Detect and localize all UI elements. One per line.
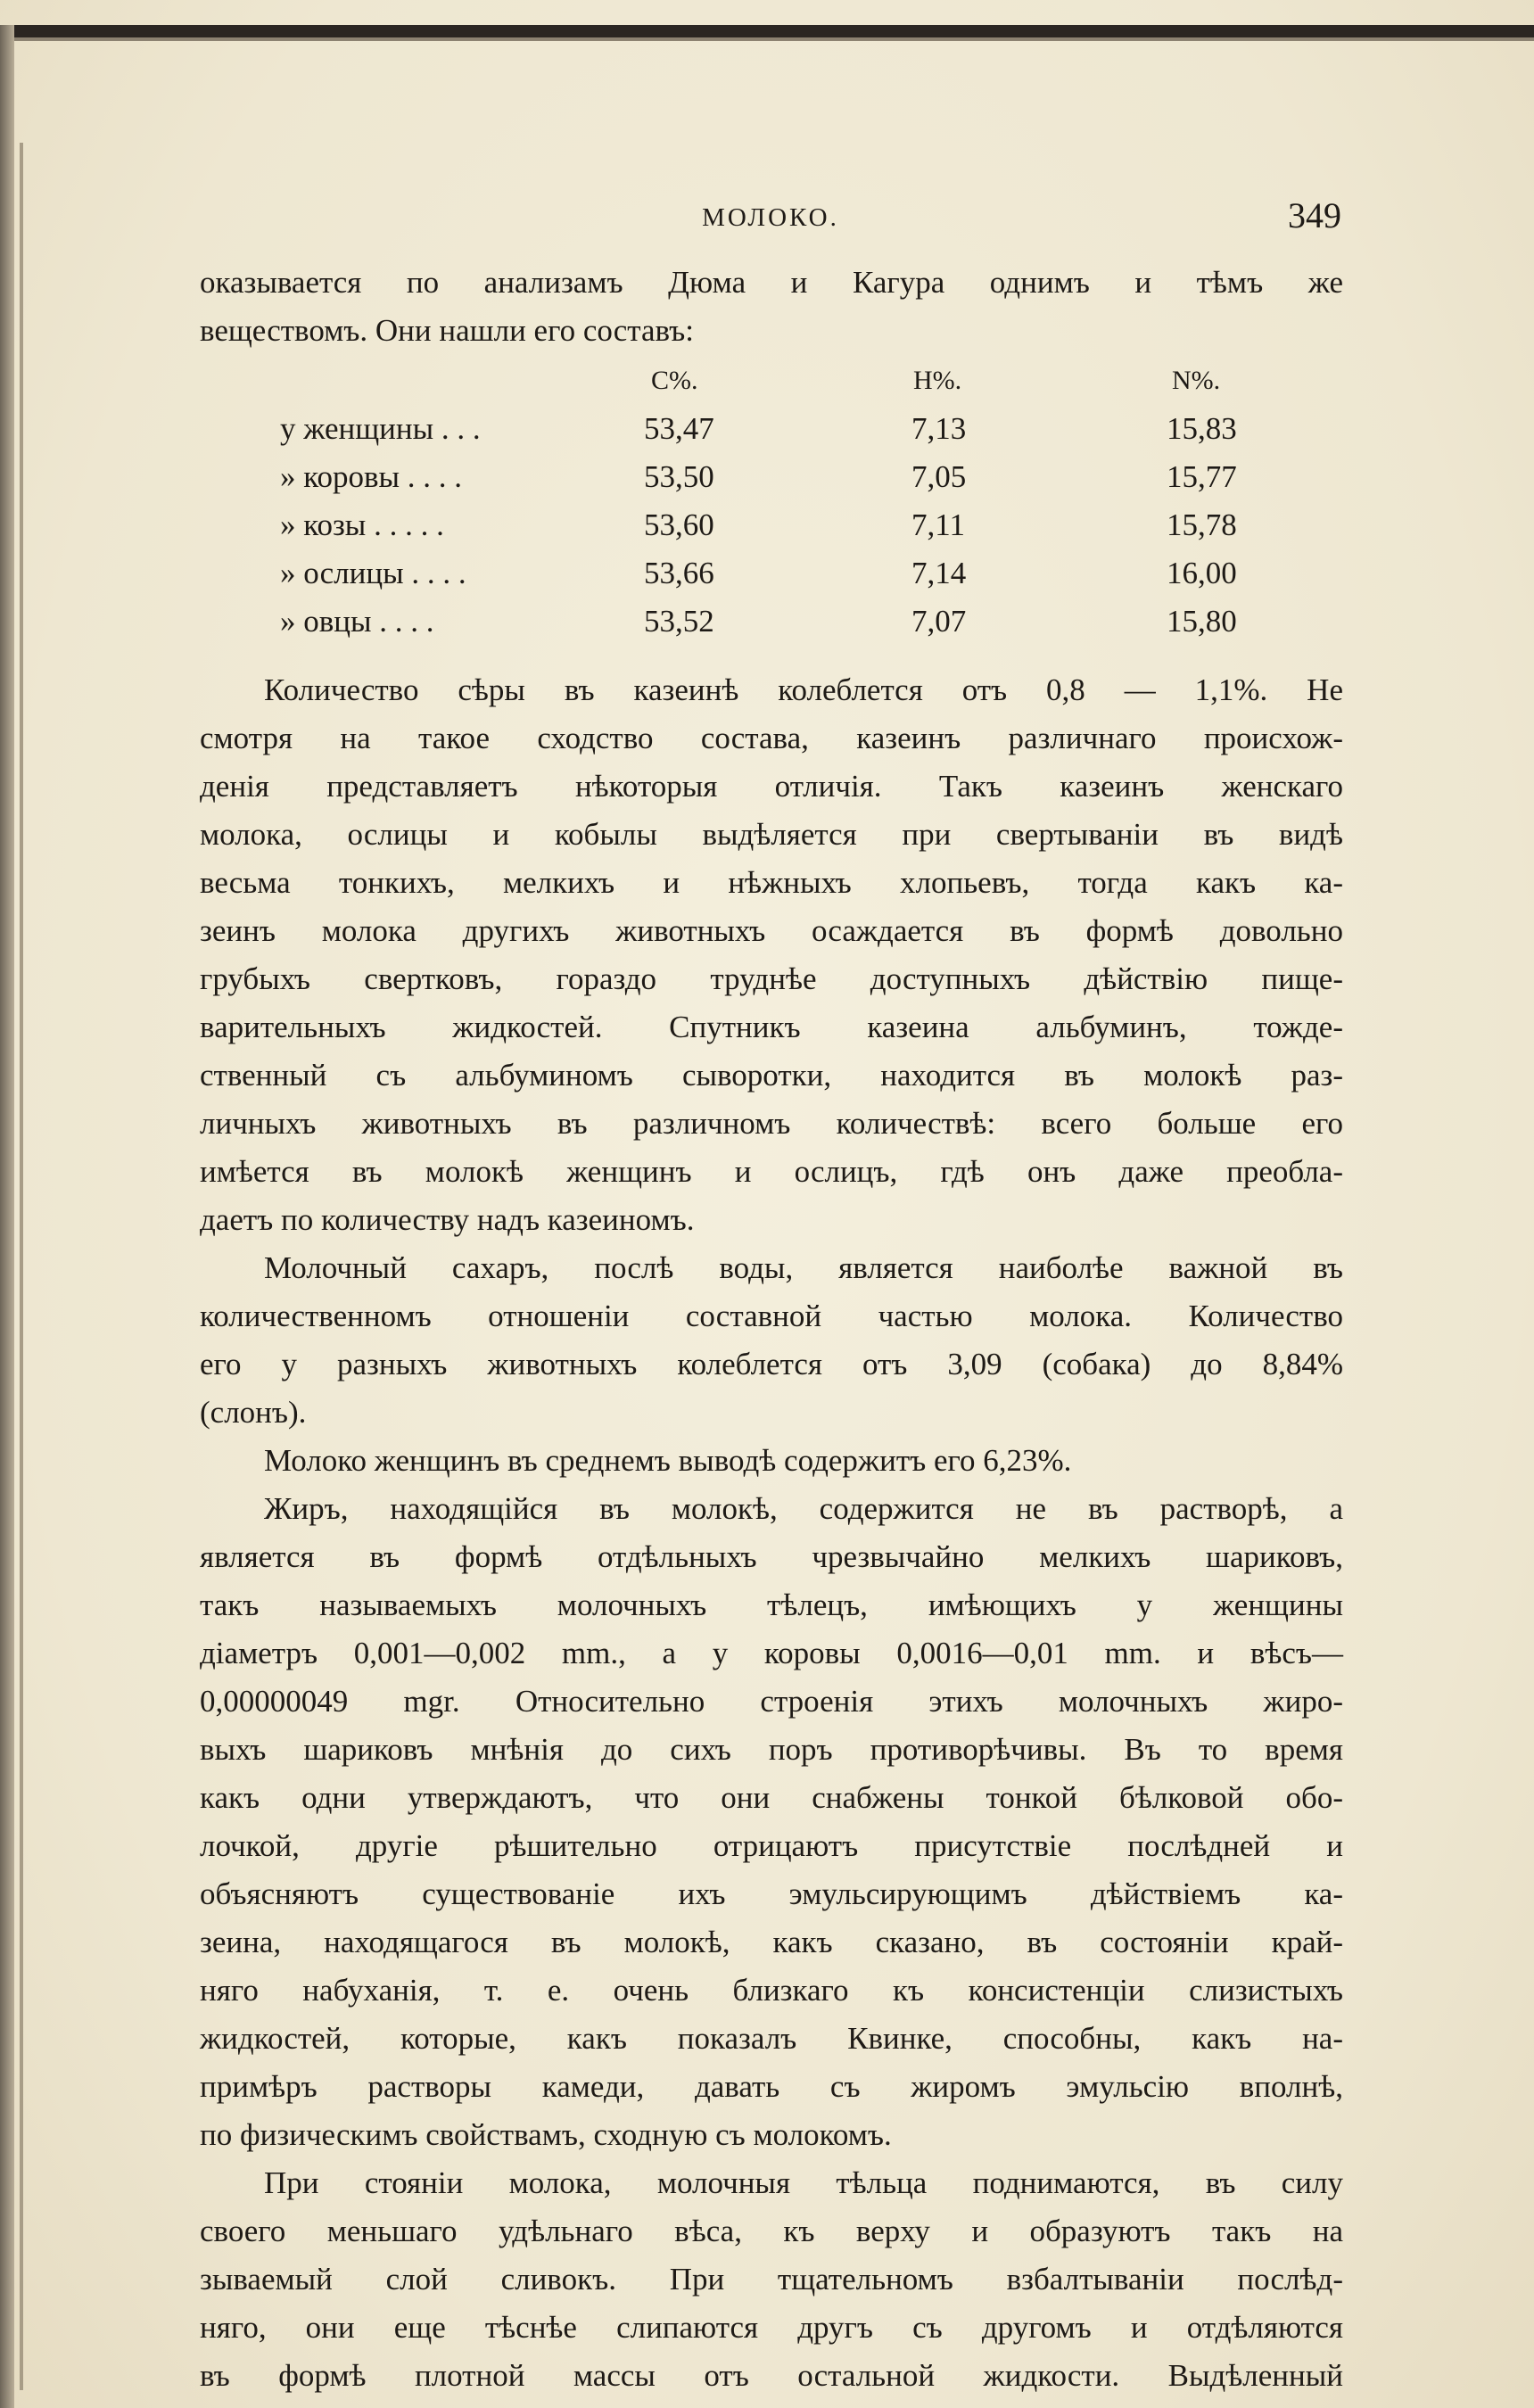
intro-paragraph [200, 259, 1343, 355]
scan-left-margin-line [20, 143, 23, 2390]
text-line: лочкой, другіе рѣшительно отрицаютъ присутствіе послѣдней и [200, 1828, 1343, 1863]
carbon-value: 53,50 [644, 459, 714, 494]
hydrogen-value: 7,05 [911, 459, 967, 494]
table-row [200, 453, 1270, 501]
table-row [200, 405, 1270, 453]
nitrogen-value: 15,78 [1167, 507, 1237, 542]
text-line: (слонъ). [200, 1395, 307, 1430]
hydrogen-value: 7,07 [911, 604, 967, 639]
table-row [200, 501, 1270, 549]
text-line: Количество сѣры въ казеинѣ колеблется отъ 0,8 — 1,1%. Не [264, 672, 1343, 707]
page-number: 349 [1288, 195, 1341, 235]
carbon-value: 53,60 [644, 507, 714, 542]
text-line: няго набуханія, т. е. очень близкаго къ консистенціи слизистыхъ [200, 1973, 1343, 2008]
scan-left-edge [0, 25, 14, 2408]
scan-top-edge [0, 25, 1534, 37]
text-line: имѣется въ молокѣ женщинъ и ослицъ, гдѣ онъ даже преобла- [200, 1154, 1343, 1189]
column-header-carbon: C%. [651, 366, 698, 395]
text-line: количественномъ отношеніи составной частью молока. Количество [200, 1299, 1343, 1333]
text-line: примѣръ растворы камеди, давать съ жиромъ эмульсію вполнѣ, [200, 2069, 1343, 2104]
text-line: его у разныхъ животныхъ колеблется отъ 3,09 (собака) до 8,84% [200, 1347, 1343, 1381]
text-line: въ формѣ плотной массы отъ остальной жидкости. Выдѣленный [200, 2358, 1343, 2393]
scan-top-edge-shadow [0, 37, 1534, 41]
table-row [200, 598, 1270, 646]
text-line: зываемый слой сливокъ. При тщательномъ взбалтываніи послѣд- [200, 2262, 1343, 2297]
text-line: зеина, находящагося въ молокѣ, какъ сказано, въ состояніи край- [200, 1925, 1343, 1959]
text-line: смотря на такое сходство состава, казеинъ различнаго происхож- [200, 721, 1343, 755]
text-line: объясняютъ существованіе ихъ эмульсирующимъ дѣйствіемъ ка- [200, 1876, 1343, 1911]
table-row [200, 549, 1270, 598]
text-line: Молоко женщинъ въ среднемъ выводѣ содержитъ его 6,23%. [264, 1443, 1072, 1478]
text-line: оказывается по анализамъ Дюма и Кагура однимъ и тѣмъ же [200, 265, 1343, 300]
nitrogen-value: 15,80 [1167, 604, 1237, 639]
body-text [200, 666, 1343, 2400]
hydrogen-value: 7,11 [911, 507, 965, 542]
animal-label: » овцы . . . . [280, 604, 434, 639]
animal-label: у женщины . . . [280, 411, 481, 446]
text-line: весьма тонкихъ, мелкихъ и нѣжныхъ хлопьевъ, тогда какъ ка- [200, 865, 1343, 900]
text-line: грубыхъ свертковъ, гораздо труднѣе доступныхъ дѣйствію пище- [200, 961, 1343, 996]
nitrogen-value: 15,83 [1167, 411, 1237, 446]
animal-label: » ослицы . . . . [280, 556, 466, 590]
table-body [200, 405, 1270, 646]
text-line: выхъ шариковъ мнѣнія до сихъ поръ противорѣчивы. Въ то время [200, 1732, 1343, 1767]
text-line: діаметръ 0,001—0,002 mm., а у коровы 0,0016—0,01 mm. и вѣсъ— [200, 1636, 1343, 1670]
text-line: личныхъ животныхъ въ различномъ количествѣ: всего больше его [200, 1106, 1343, 1141]
text-line: даетъ по количеству надъ казеиномъ. [200, 1202, 695, 1237]
text-line: варительныхъ жидкостей. Спутникъ казеина альбуминъ, тожде- [200, 1010, 1343, 1044]
text-line: является въ формѣ отдѣльныхъ чрезвычайно мелкихъ шариковъ, [200, 1539, 1343, 1574]
animal-label: » козы . . . . . [280, 507, 444, 542]
text-line: ственный съ альбуминомъ сыворотки, находится въ молокѣ раз- [200, 1058, 1343, 1093]
carbon-value: 53,47 [644, 411, 714, 446]
page-header [200, 194, 1341, 239]
text-line: какъ одни утверждаютъ, что они снабжены тонкой бѣлковой обо- [200, 1780, 1343, 1815]
carbon-value: 53,66 [644, 556, 714, 590]
column-header-hydrogen: H%. [913, 366, 962, 395]
hydrogen-value: 7,14 [911, 556, 967, 590]
text-line: 0,00000049 mgr. Относительно строенія этихъ молочныхъ жиро- [200, 1684, 1343, 1719]
text-line: такъ называемыхъ молочныхъ тѣлецъ, имѣющихъ у женщины [200, 1587, 1343, 1622]
text-line: веществомъ. Они нашли его составъ: [200, 313, 695, 348]
text-line: Молочный сахаръ, послѣ воды, является наиболѣе важной въ [264, 1250, 1343, 1285]
nitrogen-value: 15,77 [1167, 459, 1237, 494]
text-line: молока, ослицы и кобылы выдѣляется при свертываніи въ видѣ [200, 817, 1343, 852]
carbon-value: 53,52 [644, 604, 714, 639]
text-line: жидкостей, которые, какъ показалъ Квинке, способны, какъ на- [200, 2021, 1343, 2056]
running-title: МОЛОКО. [702, 203, 839, 232]
text-line: зеинъ молока другихъ животныхъ осаждается въ формѣ довольно [200, 913, 1343, 948]
table-header [200, 357, 1270, 405]
text-line: по физическимъ свойствамъ, сходную съ молокомъ. [200, 2117, 892, 2152]
hydrogen-value: 7,13 [911, 411, 967, 446]
text-line: Жиръ, находящійся въ молокѣ, содержится не въ растворѣ, а [264, 1491, 1343, 1526]
casein-composition-table [200, 357, 1270, 646]
text-line: своего меньшаго удѣльнаго вѣса, къ верху и образуютъ такъ на [200, 2214, 1343, 2248]
text-line: няго, они еще тѣснѣе слипаются другъ съ другомъ и отдѣляются [200, 2310, 1343, 2345]
nitrogen-value: 16,00 [1167, 556, 1237, 590]
text-line: денія представляетъ нѣкоторыя отличія. Такъ казеинъ женскаго [200, 769, 1343, 804]
animal-label: » коровы . . . . [280, 459, 463, 494]
column-header-nitrogen: N%. [1172, 366, 1221, 395]
text-line: При стояніи молока, молочныя тѣльца поднимаются, въ силу [264, 2165, 1343, 2200]
